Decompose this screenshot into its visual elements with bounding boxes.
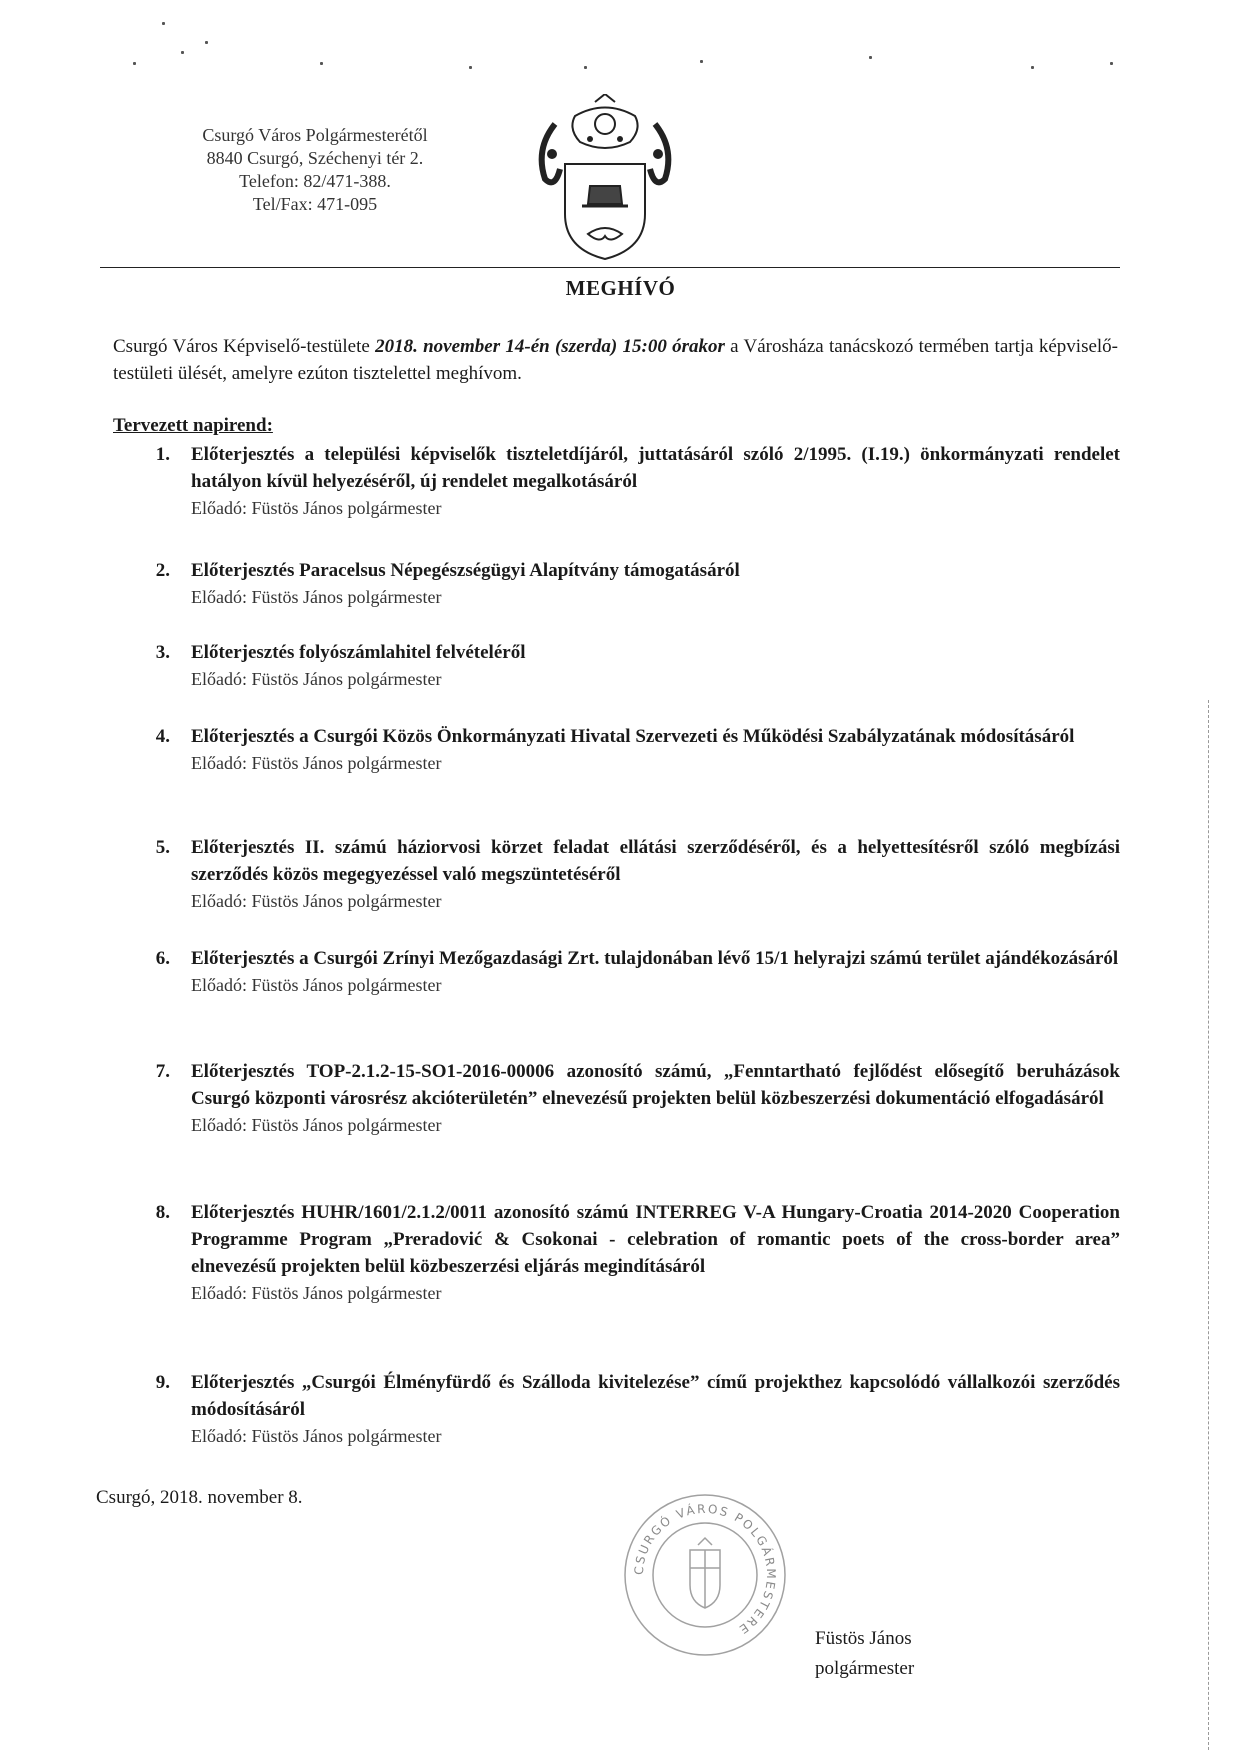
agenda-item (130, 834, 1120, 915)
signer-role: polgármester (815, 1658, 915, 1679)
invitation-paragraph (113, 333, 1118, 387)
sender-street: 8840 Csurgó, Széchenyi tér 2. (206, 148, 424, 168)
scan-speck (869, 56, 872, 59)
agenda-item (130, 441, 1120, 522)
agenda-item-presenter: Előadó: Füstös János polgármester (191, 1283, 442, 1303)
agenda-item-presenter: Előadó: Füstös János polgármester (191, 669, 442, 689)
agenda-item-number: 9. (155, 1372, 170, 1393)
agenda-item-presenter: Előadó: Füstös János polgármester (191, 753, 442, 773)
scan-speck (700, 60, 703, 63)
agenda-item-number: 6. (155, 948, 170, 969)
agenda-item-presenter: Előadó: Füstös János polgármester (191, 891, 442, 911)
agenda-item-text: Előterjesztés HUHR/1601/2.1.2/0011 azonosító számú INTERREG V-A Hungary-Croatia 2014-2020 Cooperation Programme Program „Preradović & Csokonai - celebration of romantic poets of the cross-border area” elnevezésű projekten belül közbeszerzési eljárás megindításáról (191, 1202, 1120, 1277)
meeting-datetime: 2018. november 14-én (szerda) 15:00 órakor (375, 336, 725, 357)
agenda-item (130, 557, 1120, 611)
agenda-item-number: 5. (155, 837, 170, 858)
scan-speck (181, 51, 184, 54)
scan-speck (162, 22, 165, 25)
date-line: Csurgó, 2018. november 8. (96, 1487, 303, 1508)
agenda-item (130, 639, 1120, 693)
scan-speck (1031, 66, 1034, 69)
agenda-item-text: Előterjesztés Paracelsus Népegészségügyi Alapítvány támogatásáról (191, 560, 740, 581)
sender-phone: Telefon: 82/471-388. (239, 171, 391, 191)
agenda-item-presenter: Előadó: Füstös János polgármester (191, 498, 442, 518)
agenda-item-number: 1. (155, 444, 170, 465)
intro-before: Csurgó Város Képviselő-testülete (113, 336, 376, 357)
scan-speck (320, 62, 323, 65)
agenda-item (130, 723, 1120, 777)
scan-speck (584, 66, 587, 69)
agenda-item-presenter: Előadó: Füstös János polgármester (191, 587, 442, 607)
agenda-item-number: 2. (155, 560, 170, 581)
signer-name: Füstös János (815, 1628, 912, 1649)
agenda-item-text: Előterjesztés a Csurgói Közös Önkormányzati Hivatal Szervezeti és Működési Szabályzatának módosításáról (191, 726, 1075, 747)
agenda-item-number: 3. (155, 642, 170, 663)
intro-after: a Városháza tanácskozó termében tartja képviselő-testületi ülését, amelyre ezúton tisztelettel meghívom. (113, 336, 1118, 384)
stamp-text: CSURGÓ VÁROS POLGÁRMESTERE (631, 1501, 779, 1638)
agenda-item-text: Előterjesztés II. számú háziorvosi körzet feladat ellátási szerződéséről, és a helyettesítésről szóló megbízási szerződés közös megegyezéssel való megszüntetéséről (191, 837, 1120, 885)
agenda-item-presenter: Előadó: Füstös János polgármester (191, 975, 442, 995)
document-title: MEGHÍVÓ (565, 276, 676, 300)
official-round-stamp (620, 1490, 790, 1660)
scan-margin-line (1208, 700, 1210, 1750)
agenda-item-text: Előterjesztés folyószámlahitel felvételéről (191, 642, 526, 663)
scan-speck (469, 66, 472, 69)
agenda-item-presenter: Előadó: Füstös János polgármester (191, 1115, 442, 1135)
agenda-item (130, 1058, 1120, 1139)
coat-of-arms-logo (530, 94, 680, 264)
sender-office: Csurgó Város Polgármesterétől (202, 125, 428, 145)
signature-block (815, 1624, 914, 1684)
agenda-item (130, 945, 1120, 999)
sender-address (150, 124, 480, 216)
agenda-item-number: 8. (155, 1202, 170, 1223)
agenda-heading: Tervezett napirend: (113, 415, 273, 436)
agenda-item-text: Előterjesztés a Csurgói Zrínyi Mezőgazdasági Zrt. tulajdonában lévő 15/1 helyrajzi számú terület ajándékozásáról (191, 948, 1119, 969)
scan-speck (205, 41, 208, 44)
agenda-item (130, 1199, 1120, 1307)
agenda-item-text: Előterjesztés „Csurgói Élményfürdő és Szálloda kivitelezése” című projekthez kapcsolódó vállalkozói szerződés módosításáról (191, 1372, 1120, 1420)
agenda-item-text: Előterjesztés TOP-2.1.2-15-SO1-2016-00006 azonosító számú, „Fenntartható fejlődést elősegítő beruházások Csurgó központi városrész akcióterületén” elnevezésű projekten belül közbeszerzési dokumentáció elfogadásáról (191, 1061, 1120, 1109)
sender-fax: Tel/Fax: 471-095 (252, 194, 378, 214)
agenda-item (130, 1369, 1120, 1450)
header-divider (100, 267, 1120, 268)
scan-speck (133, 62, 136, 65)
agenda-item-presenter: Előadó: Füstös János polgármester (191, 1426, 442, 1446)
agenda-item-text: Előterjesztés a települési képviselők tiszteletdíjáról, juttatásáról szóló 2/1995. (I.19.) önkormányzati rendelet hatályon kívül helyezéséről, új rendelet megalkotásáról (191, 444, 1120, 492)
scan-speck (1110, 62, 1113, 65)
agenda-item-number: 7. (155, 1061, 170, 1082)
agenda-item-number: 4. (155, 726, 170, 747)
